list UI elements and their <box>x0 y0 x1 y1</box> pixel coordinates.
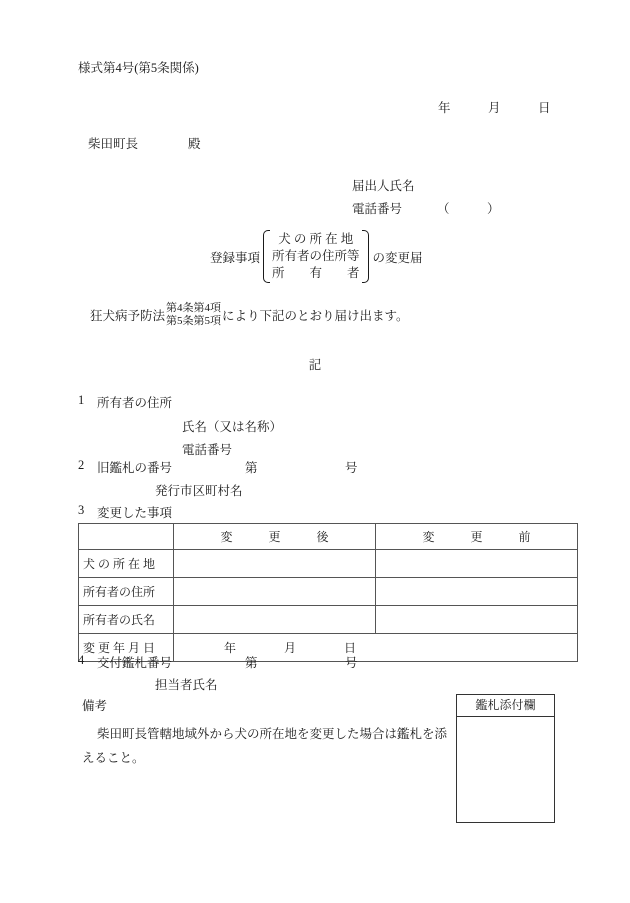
item-4-field-dai: 第 <box>245 656 258 670</box>
remarks-label: 備考 <box>82 699 108 713</box>
item-1-subline-0: 氏名（又は名称） <box>182 420 283 434</box>
row-0-label: 犬 の 所 在 地 <box>79 550 174 578</box>
header-before-cell: 変 更 前 <box>376 524 578 550</box>
tag-attachment-box <box>456 694 555 823</box>
law-sentence <box>90 302 409 328</box>
change-table-body <box>79 550 578 662</box>
item-2-number: 2 <box>78 458 85 472</box>
row-2-label: 所有者の氏名 <box>79 606 174 634</box>
change-table-head <box>79 524 578 550</box>
submitter-phone-parens: （ ） <box>437 202 500 216</box>
form-number: 様式第4号(第5条関係) <box>78 61 199 75</box>
bracket-right-icon <box>363 230 370 283</box>
table-header-row <box>79 524 578 550</box>
law-article-0: 第4条第4項 <box>166 302 222 314</box>
item-1-number: 1 <box>78 393 85 407</box>
item-2-field-dai: 第 <box>245 461 258 475</box>
ki-heading: 記 <box>308 358 322 372</box>
registration-prefix: 登録事項 <box>210 250 261 265</box>
item-2-field-gou: 号 <box>345 461 358 475</box>
table-row <box>79 606 578 634</box>
change-date-label: 変 更 年 月 日 <box>79 634 174 662</box>
header-after-cell: 変 更 後 <box>174 524 376 550</box>
item-1-title: 所有者の住所 <box>97 396 173 410</box>
change-date-value[interactable]: 年 月 日 <box>174 634 578 662</box>
registration-items-block <box>210 230 423 283</box>
date-line: 年 月 日 <box>438 101 551 115</box>
law-tail: により下記のとおり届け出ます。 <box>222 309 409 323</box>
item-4-field-gou: 号 <box>345 656 358 670</box>
item-1-subline-1: 電話番号 <box>182 443 233 457</box>
change-table <box>78 523 578 662</box>
tag-attachment-area[interactable] <box>457 717 554 822</box>
submitter-name-label: 届出人氏名 <box>352 179 415 193</box>
row-0-before[interactable] <box>376 550 578 578</box>
submitter-phone-label: 電話番号 <box>352 202 403 216</box>
remarks-text: 柴田町長管轄地域外から犬の所在地を変更した場合は鑑札を添えること。 <box>82 727 448 765</box>
row-1-label: 所有者の住所 <box>79 578 174 606</box>
item-4-number: 4 <box>78 653 85 667</box>
registration-bracket-group <box>262 230 370 283</box>
bracket-left-icon <box>262 230 269 283</box>
registration-item-1: 所有者の住所等 <box>272 249 360 263</box>
header-blank-cell <box>79 524 174 550</box>
row-0-after[interactable] <box>174 550 376 578</box>
item-2-subline-0: 発行市区町村名 <box>155 484 243 498</box>
row-2-before[interactable] <box>376 606 578 634</box>
law-name: 狂犬病予防法 <box>90 309 166 323</box>
item-4-title: 交付鑑札番号 <box>97 656 173 670</box>
registration-item-list <box>269 230 363 283</box>
registration-item-0: 犬 の 所 在 地 <box>278 232 354 246</box>
tag-attachment-title: 鑑札添付欄 <box>457 695 554 717</box>
item-4-subline-0: 担当者氏名 <box>155 678 218 692</box>
law-article-stack <box>165 302 222 328</box>
row-1-before[interactable] <box>376 578 578 606</box>
row-2-after[interactable] <box>174 606 376 634</box>
table-row <box>79 550 578 578</box>
row-1-after[interactable] <box>174 578 376 606</box>
item-2-title: 旧鑑札の番号 <box>97 461 173 475</box>
item-3-number: 3 <box>78 503 85 517</box>
table-row <box>79 578 578 606</box>
registration-item-2: 所 有 者 <box>272 266 360 280</box>
law-article-1: 第5条第5項 <box>166 315 222 327</box>
registration-suffix: の変更届 <box>372 250 423 265</box>
addressee-line: 柴田町長 殿 <box>88 137 201 151</box>
item-3-title: 変更した事項 <box>97 506 173 520</box>
